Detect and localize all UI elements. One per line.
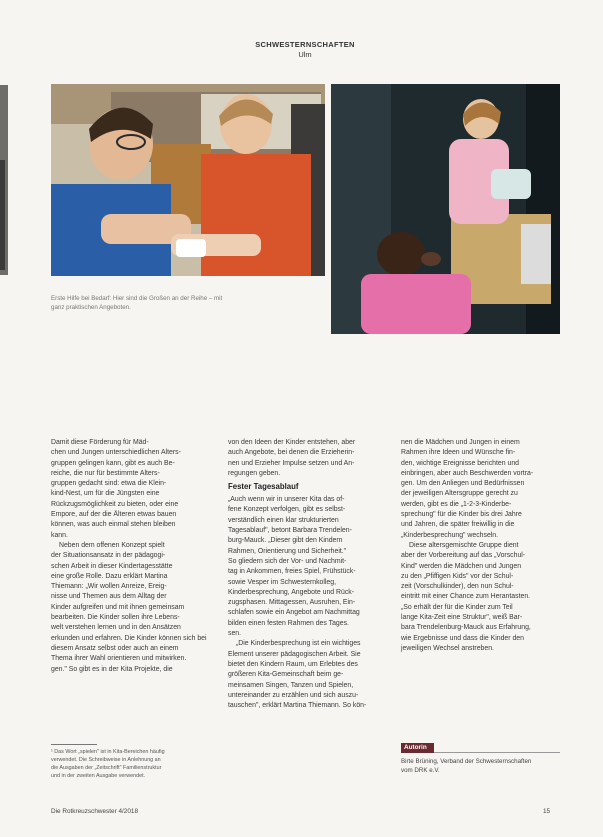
- text-line: gruppen gedacht sind: etwa die Klein-: [51, 480, 167, 488]
- text-line: bilden einen festen Rahmen des Tages.: [228, 619, 349, 627]
- text-line: kind-Nest, um für die Jüngsten eine: [51, 490, 160, 498]
- text-line: zugsphasen. Mittagessen, Ausruhen, Ein-: [228, 599, 356, 607]
- page-number: 15: [543, 808, 551, 815]
- photo-children-first-aid: [51, 84, 325, 276]
- text-line: chen und Jungen unterschiedlichen Alters-: [51, 449, 181, 457]
- text-line: tauschen", erklärt Martina Thiemann. So kön-: [228, 702, 367, 710]
- text-line: Kinder aufgreifen und mit ihnen gemeinsam: [51, 603, 185, 611]
- footnote-line: ¹ Das Wort „spielen" ist in Kita-Bereichen häufig: [51, 749, 165, 755]
- text-line: fene Konzept verfolgen, gibt es selbst-: [228, 506, 346, 514]
- text-line: kann.: [51, 531, 68, 539]
- section-subtitle: Ulm: [298, 50, 312, 59]
- footnote-line: die Ausgaben der „Zeitschrift" Familienstruktur: [51, 765, 162, 771]
- text-line: Thema ihrer Wahl orientieren und mitwirken.: [51, 655, 187, 663]
- subheading: Fester Tagesablauf: [228, 482, 299, 492]
- text-line: einbringen, aber auch Beschwerden vortra-: [401, 469, 534, 477]
- text-line: burg-Mauck. „Dieser gibt den Kindern: [228, 537, 343, 545]
- text-line: zeit (Vorschulkinder), den nun Schul-: [401, 583, 514, 591]
- text-line: bietet den Kindern Raum, um Erlebtes des: [228, 660, 358, 668]
- photo-first-aid-illustration: [51, 84, 325, 276]
- text-line: „Kinderbesprechung" wechseln.: [401, 531, 499, 539]
- text-line: aber der Vorbereitung auf das „Vorschul-: [401, 552, 526, 560]
- text-line: jeweiligen Wechsel anstreben.: [401, 644, 494, 652]
- text-line: nen und Erzieher Impulse setzen und An-: [228, 459, 355, 467]
- text-line: auch Angebote, bei denen die Erzieherin-: [228, 449, 355, 457]
- text-line: Thiemann: „Wir wollen Anreize, Ereig-: [51, 583, 167, 591]
- text-line: bearbeiten. Die Kinder sollen ihre Lebens-: [51, 614, 180, 622]
- text-line: schen Arbeit in dieser Kindertagesstätte: [51, 562, 173, 570]
- text-line: So gliedern sich der Vor- und Nachmit-: [228, 557, 347, 565]
- text-line: wie Ergebnisse und dass die Kinder den: [401, 634, 524, 642]
- text-column-2: [228, 438, 378, 711]
- text-line: zu den „Pfiffigen Kids" vor der Schul-: [401, 572, 514, 580]
- text-line: nen die Mädchen und Jungen in einem: [401, 439, 520, 446]
- text-line: untereinander zu erzählen und sich auszu-: [228, 691, 359, 699]
- text-line: verständlich einen klar strukturierten: [228, 516, 339, 524]
- text-line: sprechung" für die Kinder bis drei Jahre: [401, 511, 522, 519]
- text-line: eine große Rolle. Dazu erklärt Martina: [51, 572, 168, 580]
- text-column-1: [51, 438, 207, 675]
- author-line: Birte Brüning, Verband der Schwesternschaften: [401, 758, 532, 765]
- text-line: Neben dem offenen Konzept spielt: [59, 541, 165, 549]
- text-line: diesem Ansatz selbst oder auch an einem: [51, 644, 179, 652]
- text-line: Rückzugsmöglichkeit zu bieten, oder eine: [51, 500, 179, 508]
- caption-line: Erste Hilfe bei Bedarf: Hier sind die Großen an der Reihe – mit: [51, 295, 223, 302]
- text-line: Empore, auf der die Älteren etwas bauen: [51, 511, 177, 519]
- text-line: werden, gibt es die „1-2-3-Kinderbe-: [401, 500, 512, 508]
- text-line: und Jahren, die später freiwillig in die: [401, 521, 515, 529]
- photo-caption: [51, 294, 311, 312]
- text-line: „Auch wenn wir in unserer Kita das of-: [228, 496, 345, 504]
- text-line: gruppen gelingen kann, gibt es auch Be-: [51, 459, 175, 467]
- text-line: der jeweiligen Altersgruppe gerecht zu: [401, 490, 518, 498]
- author-line: vom DRK e.V.: [401, 767, 440, 774]
- footnote-divider: [51, 744, 97, 745]
- text-line: lange Kita-Zeit eine Struktur", weiß Bar-: [401, 614, 523, 622]
- section-title: SCHWESTERNSCHAFTEN: [255, 40, 355, 49]
- text-line: Rahmen, Orientierung und Sicherheit.": [228, 547, 347, 555]
- text-line: Damit diese Förderung für Mäd-: [51, 439, 149, 446]
- footnotes: [51, 748, 201, 780]
- text-line: welt verstehen lernen und in den Ansätzen: [51, 624, 181, 632]
- text-line: der Situationsansatz in der pädagogi-: [51, 552, 166, 560]
- text-line: von den Ideen der Kinder entstehen, aber: [228, 439, 356, 446]
- text-line: meinsamen Singen, Tanzen und Spielen,: [228, 681, 354, 689]
- text-line: Diese altersgemischte Gruppe dient: [409, 541, 519, 549]
- footnote-line: verwendet. Die Schreibweise in Anlehnung an: [51, 757, 161, 763]
- text-line: Kinderbesprechung, Angebote und Rück-: [228, 588, 355, 596]
- text-line: gen. Um den Anliegen und Bedürfnissen: [401, 480, 525, 488]
- text-line: größeren Kita-Gemeinschaft beim ge-: [228, 671, 344, 679]
- text-line: regungen geben.: [228, 469, 281, 477]
- text-line: den, wichtige Ereignisse berichten und: [401, 459, 519, 467]
- page-edge-shadow-dark: [0, 160, 5, 270]
- caption-line: ganz praktischen Angeboten.: [51, 304, 131, 311]
- text-line: Element unserer pädagogischen Arbeit. Sie: [228, 650, 361, 658]
- text-column-3: [401, 438, 561, 654]
- text-line: reiche, die nur für bestimmte Alters-: [51, 469, 160, 477]
- text-line: tag in Ankommen, freies Spiel, Frühstück-: [228, 568, 356, 576]
- footnote-line: und in der zweiten Ausgabe verwendet.: [51, 773, 146, 779]
- text-line: erkunden und erfahren. Die Kinder können sich bei: [51, 634, 207, 642]
- text-line: eintritt mit einer Chance zum Herantasten.: [401, 593, 531, 601]
- text-line: Tagesablauf", betont Barbara Trendelen-: [228, 527, 352, 535]
- footer-publication: Die Rotkreuzschwester 4/2018: [51, 808, 139, 815]
- text-line: nisse und Themen aus dem Alltag der: [51, 593, 167, 601]
- text-line: Kind" werden die Mädchen und Jungen: [401, 562, 522, 570]
- text-line: gen." So gibt es in der Kita Projekte, die: [51, 665, 173, 673]
- photo-children-pouring-water: [331, 84, 560, 334]
- text-line: „So erhält der für die Kinder zum Teil: [401, 603, 513, 611]
- text-line: sowie Vesper im Schwesternkolleg,: [228, 578, 337, 586]
- text-line: können, was auch einmal stehen bleiben: [51, 521, 176, 529]
- author-badge: Autorin: [401, 743, 434, 753]
- text-line: schlafen sowie ein Angebot am Nachmittag: [228, 609, 360, 617]
- author-credit: [401, 757, 561, 775]
- text-line: sen.: [228, 630, 242, 638]
- text-line: „Die Kinderbesprechung ist ein wichtiges: [236, 640, 361, 648]
- text-line: bara Trendelenburg-Mauck aus Erfahrung,: [401, 624, 531, 632]
- text-line: Rahmen ihre Ideen und Wünsche fin-: [401, 449, 516, 457]
- photo-pouring-illustration: [331, 84, 560, 334]
- author-divider: [434, 752, 560, 753]
